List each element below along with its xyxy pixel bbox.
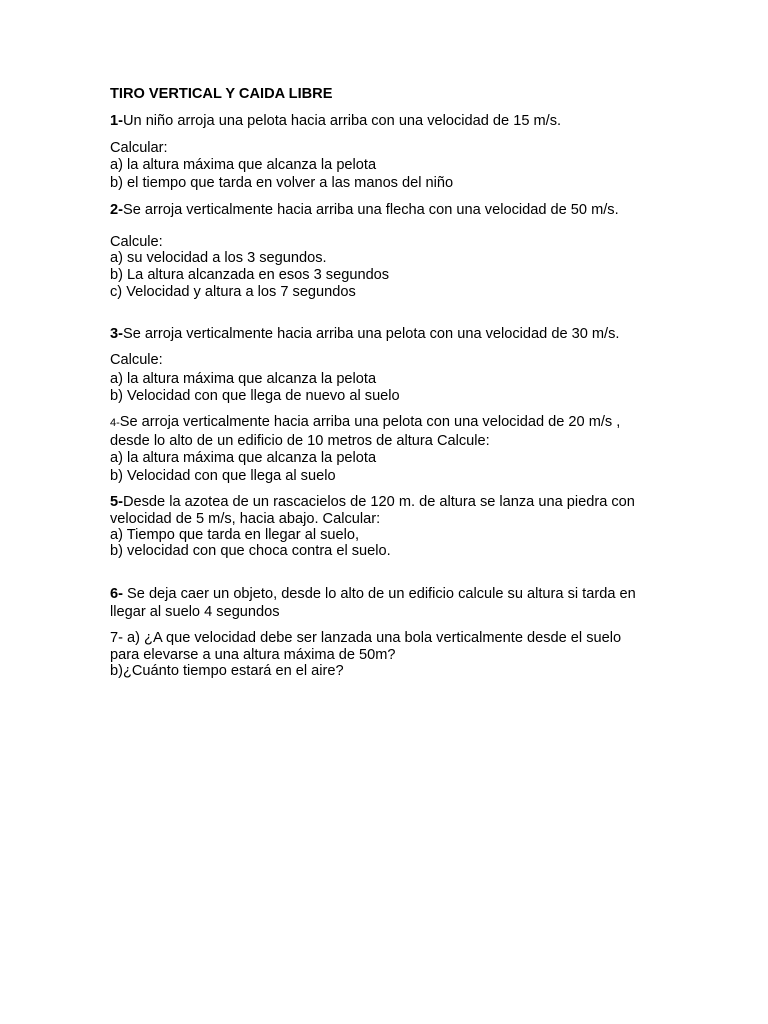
problem-1-item-b: b) el tiempo que tarda en volver a las manos del niño bbox=[110, 175, 454, 191]
problem-5-item-a: a) Tiempo que tarda en llegar al suelo, bbox=[110, 527, 360, 543]
problem-3-prompt: Calcule: bbox=[110, 352, 163, 368]
problem-2-statement: 2-Se arroja verticalmente hacia arriba una flecha con una velocidad de 50 m/s. bbox=[110, 202, 619, 218]
problem-5-number: 5- bbox=[110, 494, 123, 510]
problem-4-statement-line-2: desde lo alto de un edificio de 10 metros de altura Calcule: bbox=[110, 433, 490, 449]
problem-4-number: 4- bbox=[110, 417, 120, 429]
problem-3-statement: 3-Se arroja verticalmente hacia arriba una pelota con una velocidad de 30 m/s. bbox=[110, 326, 620, 342]
problem-6-number: 6- bbox=[110, 586, 123, 602]
problem-6-statement-line-1: 6- Se deja caer un objeto, desde lo alto de un edificio calcule su altura si tarda en bbox=[110, 586, 636, 602]
problem-2-item-a: a) su velocidad a los 3 segundos. bbox=[110, 250, 327, 266]
problem-3-item-a: a) la altura máxima que alcanza la pelota bbox=[110, 371, 377, 387]
problem-1-prompt: Calcular: bbox=[110, 140, 168, 156]
problem-4-item-b: b) Velocidad con que llega al suelo bbox=[110, 468, 336, 484]
problem-2-item-b: b) La altura alcanzada en esos 3 segundos bbox=[110, 267, 390, 283]
problem-5-statement-line-2: velocidad de 5 m/s, hacia abajo. Calcular: bbox=[110, 511, 381, 527]
problem-1-number: 1- bbox=[110, 113, 123, 129]
problem-1-statement: 1-Un niño arroja una pelota hacia arriba con una velocidad de 15 m/s. bbox=[110, 113, 562, 129]
problem-5-item-b: b) velocidad con que choca contra el suelo. bbox=[110, 543, 391, 559]
problem-2-number: 2- bbox=[110, 202, 123, 218]
problem-2-prompt: Calcule: bbox=[110, 234, 163, 250]
problem-4-statement-line-1: 4-Se arroja verticalmente hacia arriba una pelota con una velocidad de 20 m/s , bbox=[110, 414, 621, 430]
problem-4-item-a: a) la altura máxima que alcanza la pelota bbox=[110, 450, 377, 466]
problem-3-number: 3- bbox=[110, 326, 123, 342]
problem-5-statement-line-1: 5-Desde la azotea de un rascacielos de 120 m. de altura se lanza una piedra con bbox=[110, 494, 635, 510]
problem-1-item-a: a) la altura máxima que alcanza la pelota bbox=[110, 157, 377, 173]
problem-7-line-1: 7- a) ¿A que velocidad debe ser lanzada una bola verticalmente desde el suelo bbox=[110, 630, 622, 646]
document-title: TIRO VERTICAL Y CAIDA LIBRE bbox=[110, 86, 333, 102]
problem-3-item-b: b) Velocidad con que llega de nuevo al suelo bbox=[110, 388, 400, 404]
problem-7-line-3: b)¿Cuánto tiempo estará en el aire? bbox=[110, 663, 344, 679]
problem-2-item-c: c) Velocidad y altura a los 7 segundos bbox=[110, 284, 356, 300]
problem-7-line-2: para elevarse a una altura máxima de 50m? bbox=[110, 647, 396, 663]
problem-6-statement-line-2: llegar al suelo 4 segundos bbox=[110, 604, 280, 620]
